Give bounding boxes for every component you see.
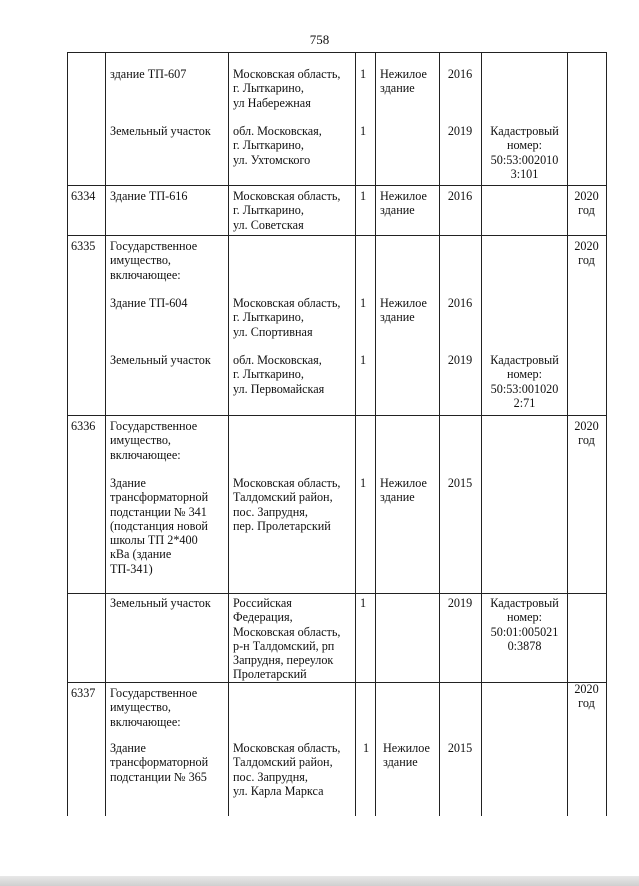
cell-type: Нежилое здание (380, 189, 427, 218)
grid-line (67, 52, 68, 816)
cell-num: 6336 (71, 419, 96, 433)
cell-type: Нежилое здание (380, 296, 427, 325)
cell-year: 2019 (447, 596, 473, 610)
cell-name: Здание ТП-604 (110, 296, 188, 310)
cell-num: 6334 (71, 189, 96, 203)
cell-year: 2016 (447, 67, 473, 81)
cell-address: Московская область, г. Лыткарино, ул Набережная (233, 67, 341, 110)
cell-period: 2020 год (574, 239, 599, 268)
grid-line (606, 52, 607, 816)
cell-note: Кадастровый номер: 50:01:005021 0:3878 (490, 596, 559, 653)
cell-period: 2020 год (574, 419, 599, 448)
grid-line (375, 52, 376, 816)
cell-type: Нежилое здание (380, 67, 427, 96)
cell-note: Кадастровый номер: 50:53:002010 3:101 (490, 124, 559, 181)
cell-name: Здание трансформаторной подстанции № 365 (110, 741, 209, 784)
cell-period: 2020 год (574, 189, 599, 218)
grid-line (67, 235, 607, 236)
grid-line (67, 52, 607, 53)
cell-group-header: Государственное имущество, включающее: (110, 239, 198, 282)
cell-address: Московская область, г. Лыткарино, ул. Советская (233, 189, 341, 232)
cell-group-header: Государственное имущество, включающее: (110, 686, 198, 729)
cell-num: 6337 (71, 686, 96, 700)
cell-year: 2015 (447, 476, 473, 490)
cell-name: Земельный участок (110, 596, 211, 610)
grid-line (67, 682, 607, 683)
cell-address: Московская область, Талдомский район, пос. Запрудня, пер. Пролетарский (233, 476, 341, 533)
cell-qty: 1 (360, 124, 367, 138)
cell-num: 6335 (71, 239, 96, 253)
cell-name: Земельный участок (110, 124, 211, 138)
grid-line (355, 52, 356, 816)
page-number: 758 (309, 32, 330, 47)
cell-address: обл. Московская, г. Лыткарино, ул. Первомайская (233, 353, 325, 396)
cell-address: Московская область, г. Лыткарино, ул. Спортивная (233, 296, 341, 339)
cell-name: Здание трансформаторной подстанции № 341 (подстанция новой школы ТП 2*400 кВа (здание ТП-341) (110, 476, 209, 576)
cell-year: 2016 (447, 189, 473, 203)
grid-line (67, 415, 607, 416)
cell-address: Московская область, Талдомский район, пос. Запрудня, ул. Карла Маркса (233, 741, 341, 798)
cell-qty: 1 (360, 189, 367, 203)
cell-qty: 1 (360, 67, 367, 81)
grid-line (228, 52, 229, 816)
cell-qty: 1 (360, 296, 367, 310)
cell-year: 2019 (447, 124, 473, 138)
cell-address: обл. Московская, г. Лыткарино, ул. Ухтомского (233, 124, 322, 167)
cell-qty: 1 (360, 596, 367, 610)
cell-qty: 1 (360, 476, 367, 490)
grid-line (67, 185, 607, 186)
grid-line (439, 52, 440, 816)
cell-name: Земельный участок (110, 353, 211, 367)
cell-type: Нежилое здание (380, 476, 427, 505)
cell-address: Российская Федерация, Московская область, р-н Талдомский, рп Запрудня, переулок Пролетарский (233, 596, 341, 682)
grid-line (105, 52, 106, 816)
cell-qty: 1 (360, 353, 367, 367)
cell-type: Нежилое здание (383, 741, 430, 770)
page-bottom-edge (0, 876, 639, 886)
grid-line (67, 593, 607, 594)
cell-year: 2016 (447, 296, 473, 310)
cell-name: Здание ТП-616 (110, 189, 188, 203)
cell-note: Кадастровый номер: 50:53:001020 2:71 (490, 353, 559, 410)
cell-group-header: Государственное имущество, включающее: (110, 419, 198, 462)
cell-name: здание ТП-607 (110, 67, 187, 81)
cell-year: 2015 (447, 741, 473, 755)
cell-year: 2019 (447, 353, 473, 367)
cell-period: 2020 год (574, 682, 599, 711)
cell-qty: 1 (363, 741, 370, 755)
